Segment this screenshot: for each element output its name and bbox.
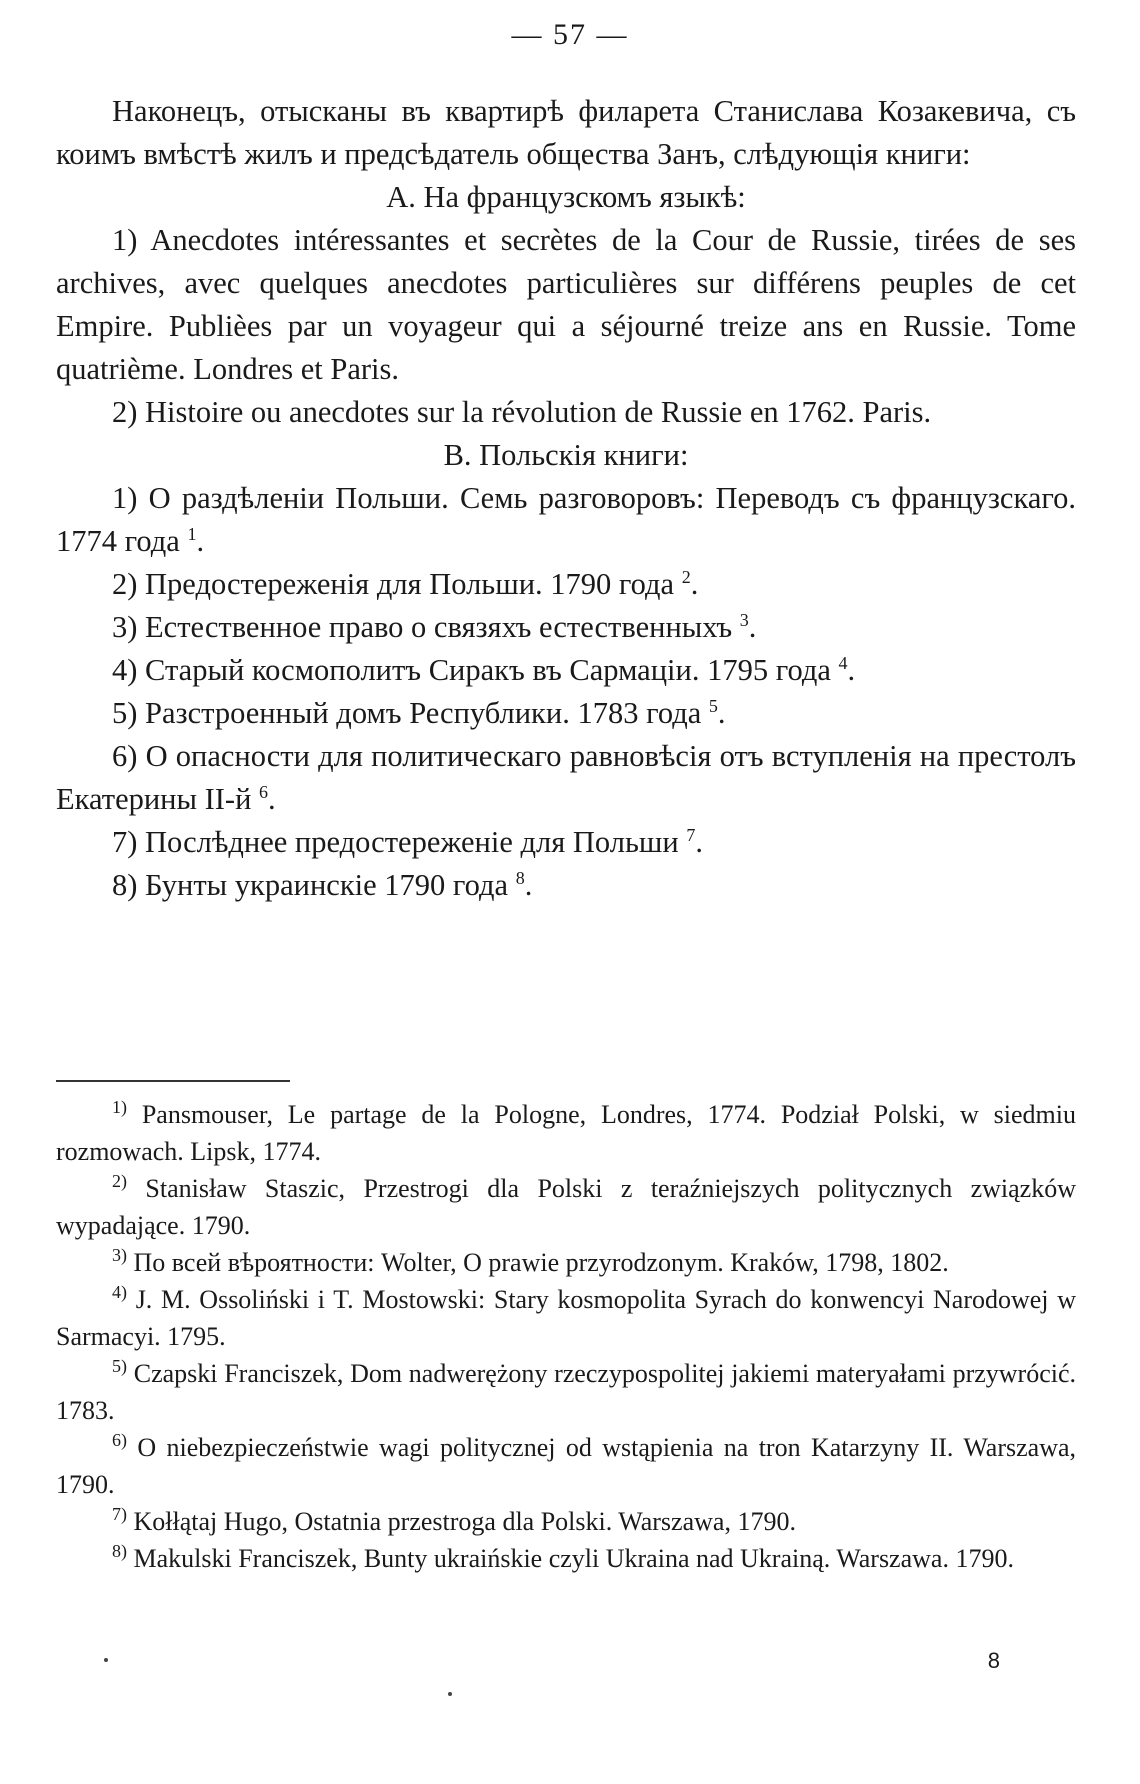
item-tail: .: [847, 653, 856, 687]
print-speck: [104, 1658, 108, 1662]
item-tail: .: [196, 524, 205, 558]
footnote-1: 1) Pansmouser, Le partage de la Pologne, Londres, 1774. Podział Polski, w siedmiu rozmowach. Lipsk, 1774.: [56, 1097, 1076, 1166]
polish-item-text: 5) Разстроенный домъ Республики. 1783 года: [112, 696, 702, 730]
item-tail: .: [717, 696, 726, 730]
polish-item-3: [56, 606, 1076, 649]
footnote-7: 7) Kołłątaj Hugo, Ostatnia przestroga dla Polski. Warszawa, 1790.: [112, 1504, 796, 1536]
footnotes: [56, 1096, 1076, 1577]
footnote-ref: 1: [187, 523, 197, 544]
footnote-text: По всей вѣроятности: Wolter, O prawie przyrodzonym. Kraków, 1798, 1802.: [133, 1248, 949, 1277]
polish-item-text: 1) О раздѣленіи Польши. Семь разговоровъ: Переводъ съ французскаго. 1774 года: [56, 481, 1076, 558]
main-text: [56, 90, 1076, 907]
footnote-ref: 5: [708, 695, 718, 716]
footnote-text: Kołłątaj Hugo, Ostatnia przestroga dla Polski. Warszawa, 1790.: [133, 1507, 796, 1536]
section-b-heading: B. Польскія книги:: [443, 438, 689, 472]
polish-item-8: [56, 864, 1076, 907]
item-tail: .: [524, 868, 533, 902]
polish-item-text: 8) Бунты украинскіе 1790 года: [112, 868, 509, 902]
footnote-3: 3) По всей вѣроятности: Wolter, O prawie przyrodzonym. Kraków, 1798, 1802.: [112, 1245, 949, 1277]
polish-item-7: [56, 821, 1076, 864]
footnote-ref: 2: [681, 566, 691, 587]
footnote-text: O niebezpieczeństwie wagi politycznej od wstąpienia na tron Katarzyny II. Warszawa, 1790.: [56, 1433, 1077, 1499]
french-item-1: 1) Anecdotes intéressantes et secrètes de la Cour de Russie, tirées de ses archives, avec quelques anecdotes particulières sur différens peuples de cet Empire. Publièes par un voyageur qui a séjourné treize ans en Russie. Tome quatrième. Londres et Paris.: [56, 223, 1076, 386]
footnote-4: 4) J. M. Ossoliński i T. Mostowski: Stary kosmopolita Syrach do konwencyi Narodowej w Sarmacyi. 1795.: [56, 1282, 1076, 1351]
print-speck: [448, 1692, 452, 1696]
footnote-text: J. M. Ossoliński i T. Mostowski: Stary kosmopolita Syrach do konwencyi Narodowej w Sarmacyi. 1795.: [56, 1285, 1076, 1351]
item-tail: .: [268, 782, 276, 816]
footnote-2: 2) Stanisław Staszic, Przestrogi dla Polski z teraźniejszych politycznych związków wypadające. 1790.: [56, 1171, 1076, 1240]
polish-item-1: [56, 477, 1076, 563]
footnote-text: Makulski Franciszek, Bunty ukraińskie czyli Ukraina nad Ukrainą. Warszawa. 1790.: [133, 1544, 1014, 1573]
signature-mark: 8: [987, 1648, 1000, 1673]
footnote-ref: 6: [259, 781, 269, 802]
polish-item-4: [56, 649, 1076, 692]
polish-item-text: 7) Послѣднее предостереженіе для Польши: [112, 825, 679, 859]
footnote-5: 5) Czapski Franciszek, Dom nadwerężony rzeczypospolitej jakiemi materyałami przywrócić. 1783.: [56, 1356, 1077, 1425]
footnote-6: 6) O niebezpieczeństwie wagi politycznej od wstąpienia na tron Katarzyny II. Warszawa, 1790.: [56, 1430, 1077, 1499]
footnote-text: Pansmouser, Le partage de la Pologne, Londres, 1774. Podział Polski, w siedmiu rozmowach. Lipsk, 1774.: [56, 1100, 1076, 1166]
footnote-8: 8) Makulski Franciszek, Bunty ukraińskie czyli Ukraina nad Ukrainą. Warszawa. 1790.: [112, 1541, 1014, 1573]
footnote-ref: 7: [686, 824, 696, 845]
footnote-ref: 4: [838, 652, 848, 673]
item-tail: .: [690, 567, 699, 601]
polish-item-text: 2) Предостереженія для Польши. 1790 года: [112, 567, 675, 601]
item-tail: .: [748, 610, 757, 644]
section-a-heading: А. На французскомъ языкѣ:: [386, 180, 746, 214]
intro-paragraph: Наконецъ, отысканы въ квартирѣ филарета Станислава Козакевича, съ коимъ вмѣстѣ жилъ и предсѣдатель общества Занъ, слѣдующія книги:: [56, 94, 1076, 171]
footnote-text: Stanisław Staszic, Przestrogi dla Polski z teraźniejszych politycznych związków wypadające. 1790.: [56, 1174, 1076, 1240]
polish-item-text: 6) О опасности для политическаго равновѣсія отъ вступленія на престолъ Екатерины II-й: [56, 739, 1076, 816]
french-item-2: 2) Histoire ou anecdotes sur la révolution de Russie en 1762. Paris.: [112, 395, 932, 429]
footnote-ref: 3: [739, 609, 749, 630]
polish-item-2: [56, 563, 1076, 606]
footnote-text: Czapski Franciszek, Dom nadwerężony rzeczypospolitej jakiemi materyałami przywrócić. 1783.: [56, 1359, 1077, 1425]
footnote-ref: 8: [515, 867, 525, 888]
polish-item-6: [56, 735, 1076, 821]
page-number: — 57 —: [511, 18, 629, 51]
footnote-divider: [56, 1080, 290, 1082]
polish-item-5: [56, 692, 1076, 735]
polish-item-text: 3) Естественное право о связяхъ естественныхъ: [112, 610, 733, 644]
item-tail: .: [695, 825, 703, 859]
polish-item-text: 4) Старый космополитъ Сиракъ въ Сармаціи. 1795 года: [112, 653, 831, 687]
